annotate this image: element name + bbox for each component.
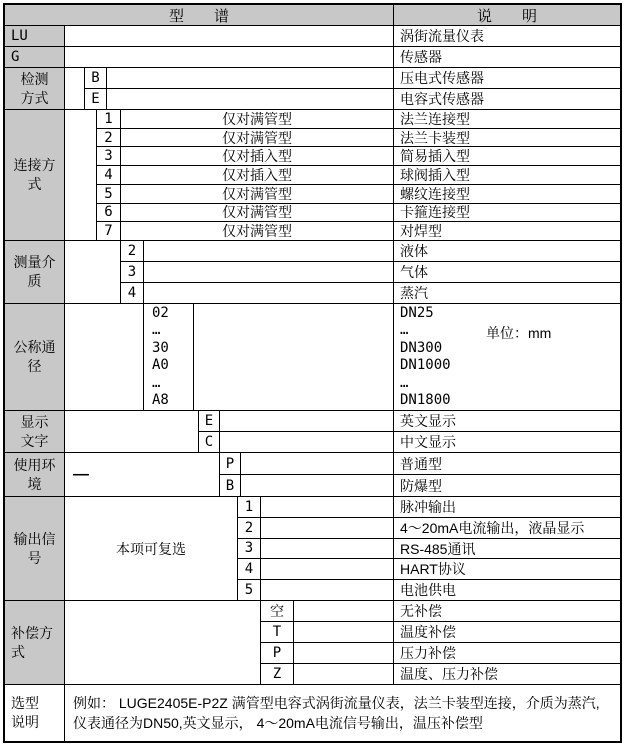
empty-cell — [294, 643, 394, 664]
table-row — [238, 539, 620, 560]
condition-note: 仅对满管型 — [121, 129, 394, 148]
merged-spacer — [65, 68, 85, 110]
description-cell: 对焊型 — [394, 222, 620, 241]
unit-note: 单位：mm — [486, 325, 552, 341]
code-cell: T — [261, 622, 294, 643]
table-row — [97, 204, 620, 223]
code-cell: B — [85, 68, 107, 89]
code-cell: 空 — [261, 601, 294, 622]
description-g: 传感器 — [394, 47, 620, 68]
table-row — [238, 497, 620, 518]
table-header-row — [5, 5, 620, 26]
empty-cell — [261, 559, 394, 580]
code-lu: LU — [5, 26, 65, 47]
description-cell: 球阀插入型 — [394, 166, 620, 185]
description-cell: 脉冲输出 — [394, 497, 620, 518]
table-row — [220, 453, 620, 475]
code-cell: 4 — [97, 166, 121, 185]
empty-cell — [220, 432, 394, 453]
header-type-column: 型 谱 — [5, 5, 394, 26]
selection-example-text: 例如： LUGE2405E-P2Z 满管型电容式涡街流量仪表，法兰卡装型连接，介质为蒸汽,仪表通径为DN50,英文显示， 4～20mA电流信号输出，温压补偿型 — [73, 695, 600, 731]
empty-cell — [241, 453, 394, 475]
table-row — [121, 241, 620, 262]
empty-cell — [261, 539, 394, 560]
merged-spacer — [65, 110, 97, 241]
empty-cell — [220, 411, 394, 432]
description-cell: 无补偿 — [394, 601, 620, 622]
description-cell: 蒸汽 — [394, 283, 620, 304]
empty-cell — [194, 304, 394, 411]
section-display-language — [5, 411, 620, 453]
table-row — [97, 147, 620, 166]
table-row — [97, 110, 620, 129]
header-desc-column: 说 明 — [394, 5, 620, 26]
merged-spacer — [65, 601, 261, 685]
table-row — [238, 580, 620, 601]
row-lu — [5, 26, 620, 47]
condition-note: 仅对满管型 — [121, 110, 394, 129]
condition-note: 仅对插入型 — [121, 166, 394, 185]
code-cell: 2 — [238, 518, 261, 539]
description-cell: 4～20mA电流输出，液晶显示 — [394, 518, 620, 539]
table-row — [85, 68, 620, 89]
row-label-medium: 测量介 质 — [5, 241, 65, 304]
section-compensation — [5, 601, 620, 685]
row-label-environment: 使用环 境 — [5, 453, 65, 497]
description-cell: 温度、压力补偿 — [394, 664, 620, 685]
empty-cell — [107, 68, 394, 89]
description-cell: 气体 — [394, 262, 620, 283]
section-connection-mode — [5, 110, 620, 241]
code-cell: 3 — [238, 539, 261, 560]
table-row — [199, 432, 620, 453]
description-cell: 普通型 — [394, 453, 620, 475]
table-row — [261, 622, 620, 643]
description-cell: 法兰连接型 — [394, 110, 620, 129]
description-cell: 卡箍连接型 — [394, 204, 620, 223]
empty-cell — [261, 518, 394, 539]
merged-spacer — [65, 304, 144, 411]
description-cell: RS-485通讯 — [394, 539, 620, 560]
code-cell: P — [261, 643, 294, 664]
table-row — [121, 283, 620, 304]
empty-cell — [144, 241, 394, 262]
table-row — [238, 518, 620, 539]
description-cell: 法兰卡装型 — [394, 129, 620, 148]
table-row — [97, 129, 620, 148]
code-cell: E — [85, 89, 107, 110]
code-cell: C — [199, 432, 220, 453]
description-cell: 防爆型 — [394, 475, 620, 497]
empty-cell — [65, 47, 394, 68]
table-row — [97, 185, 620, 204]
code-cell: 3 — [121, 262, 144, 283]
description-lu: 涡街流量仪表 — [394, 26, 620, 47]
code-cell: E — [199, 411, 220, 432]
code-cell: B — [220, 475, 241, 497]
code-cell: 3 — [97, 147, 121, 166]
condition-note: 仅对满管型 — [121, 185, 394, 204]
merged-spacer — [65, 241, 121, 304]
code-cell: 2 — [97, 129, 121, 148]
empty-cell — [241, 475, 394, 497]
row-label-compensation: 补偿方 式 — [5, 601, 65, 685]
section-detection-mode — [5, 68, 620, 110]
table-row — [85, 89, 620, 110]
section-medium — [5, 241, 620, 304]
code-cell: 1 — [238, 497, 261, 518]
empty-cell — [261, 497, 394, 518]
diameter-code-list: 02 … 30 A0 … A8 — [144, 304, 194, 411]
empty-cell — [65, 26, 394, 47]
table-row — [238, 559, 620, 580]
section-environment — [5, 453, 620, 497]
table-row — [261, 664, 620, 685]
merged-spacer — [65, 411, 199, 453]
code-cell: 2 — [121, 241, 144, 262]
empty-cell — [294, 601, 394, 622]
table-row — [97, 166, 620, 185]
code-cell: 5 — [97, 185, 121, 204]
code-cell: 4 — [238, 559, 261, 580]
table-row — [261, 643, 620, 664]
table-row — [220, 475, 620, 497]
condition-note: 仅对插入型 — [121, 147, 394, 166]
code-cell: 6 — [97, 204, 121, 223]
hyphen-mark: — — [65, 453, 220, 497]
table-row — [97, 222, 620, 241]
code-cell: 1 — [97, 110, 121, 129]
multi-select-note: 本项可复选 — [65, 497, 238, 601]
description-cell: 压力补偿 — [394, 643, 620, 664]
empty-cell — [294, 622, 394, 643]
description-cell: 电池供电 — [394, 580, 620, 601]
description-cell: 压电式传感器 — [394, 68, 620, 89]
empty-cell — [144, 283, 394, 304]
section-selection-example — [5, 685, 620, 741]
table-row — [261, 601, 620, 622]
empty-cell — [144, 262, 394, 283]
description-cell: 简易插入型 — [394, 147, 620, 166]
description-cell: HART协议 — [394, 559, 620, 580]
section-output-signal — [5, 497, 620, 601]
empty-cell — [107, 89, 394, 110]
row-label-connection: 连接方 式 — [5, 110, 65, 241]
row-label-output: 输出信 号 — [5, 497, 65, 601]
row-g — [5, 47, 620, 68]
description-cell: 英文显示 — [394, 411, 620, 432]
row-label-selection: 选型 说明 — [5, 685, 65, 741]
row-label-diameter: 公称通 径 — [5, 304, 65, 411]
section-nominal-diameter — [5, 304, 620, 411]
table-row — [121, 262, 620, 283]
code-cell: 4 — [121, 283, 144, 304]
diameter-desc-list: DN25 … DN300 DN1000 … DN1800 单位：mm — [394, 304, 620, 411]
description-cell: 螺纹连接型 — [394, 185, 620, 204]
empty-cell — [261, 580, 394, 601]
code-cell: 5 — [238, 580, 261, 601]
description-cell: 液体 — [394, 241, 620, 262]
condition-note: 仅对满管型 — [121, 204, 394, 223]
model-spectrum-table — [3, 3, 622, 743]
code-cell: 7 — [97, 222, 121, 241]
row-label-detection: 检测 方式 — [5, 68, 65, 110]
empty-cell — [294, 664, 394, 685]
condition-note: 仅对满管型 — [121, 222, 394, 241]
row-label-display: 显示 文字 — [5, 411, 65, 453]
table-row — [199, 411, 620, 432]
code-cell: Z — [261, 664, 294, 685]
code-g: G — [5, 47, 65, 68]
code-cell: P — [220, 453, 241, 475]
description-cell: 电容式传感器 — [394, 89, 620, 110]
description-cell: 温度补偿 — [394, 622, 620, 643]
description-cell: 中文显示 — [394, 432, 620, 453]
